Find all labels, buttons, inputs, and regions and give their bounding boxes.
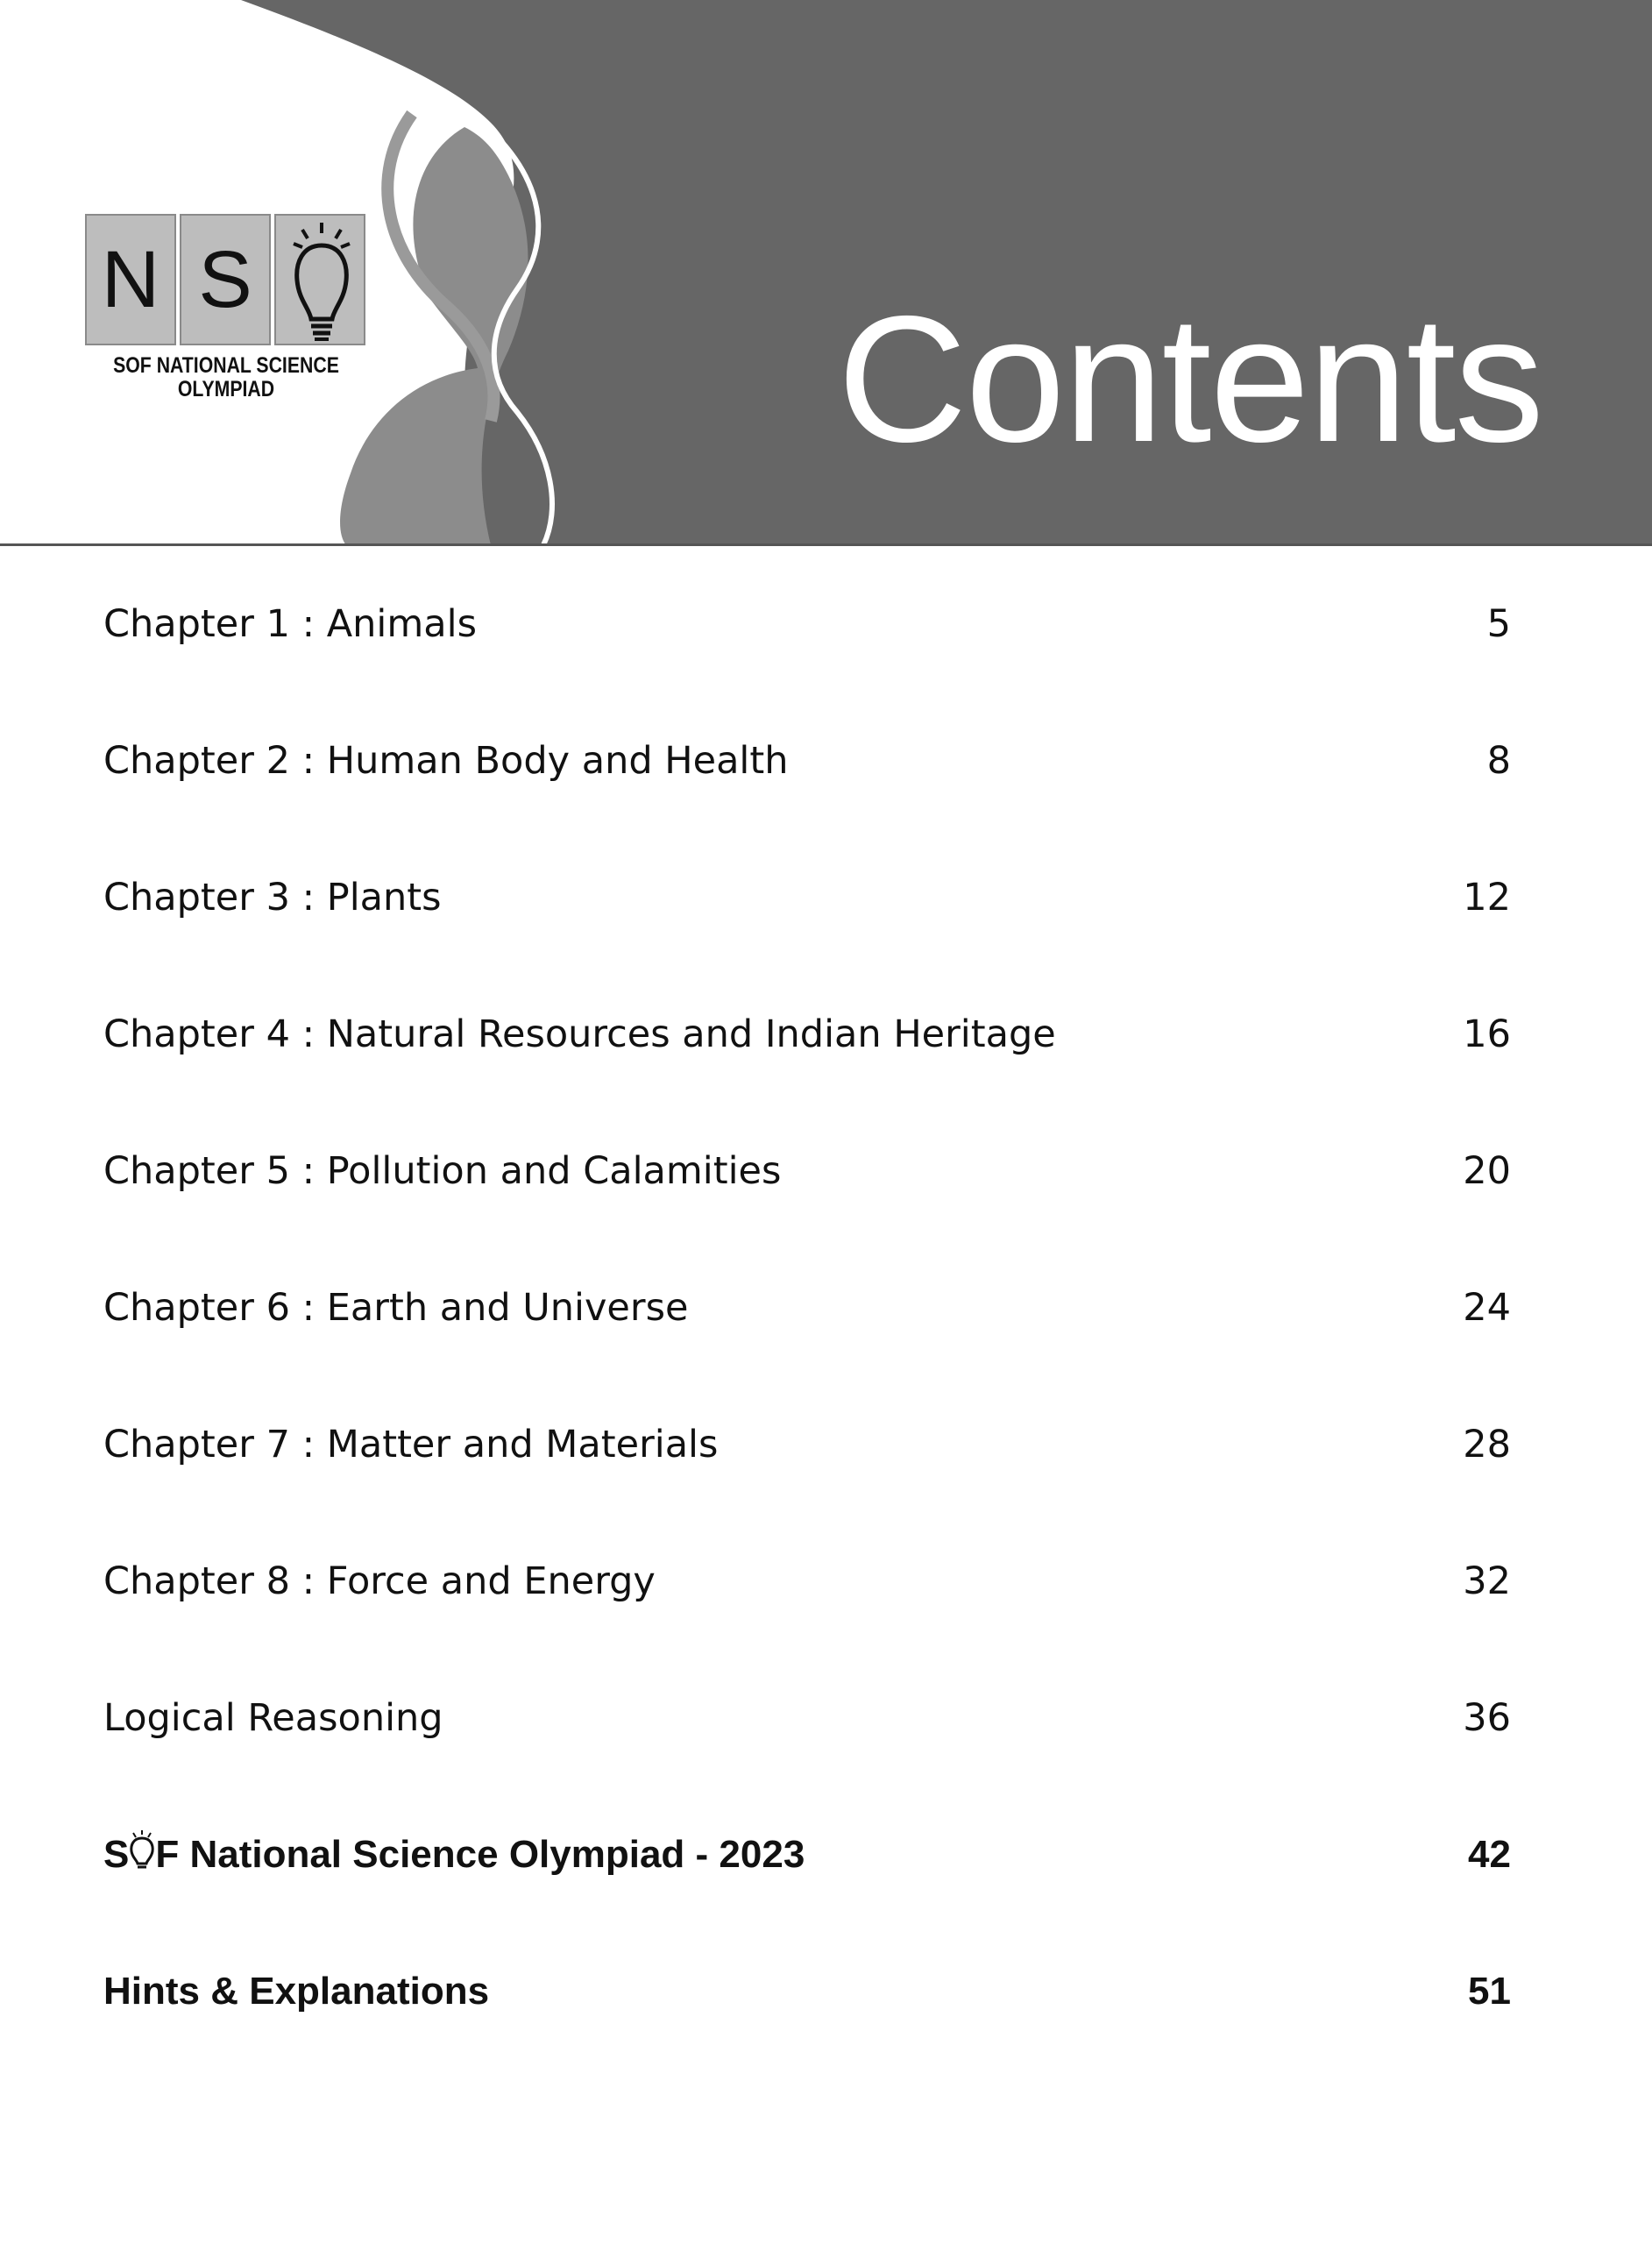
toc-entry-page: 5: [1486, 602, 1511, 646]
toc-entry-label: Logical Reasoning: [103, 1696, 443, 1740]
logo-letter-o: [274, 214, 365, 345]
toc-entry-chapter-4[interactable]: [103, 999, 1511, 1136]
toc-entry-label: Chapter 2 : Human Body and Health: [103, 739, 789, 783]
toc-entry-chapter-6[interactable]: [103, 1273, 1511, 1410]
toc-entry-page: 8: [1486, 739, 1511, 783]
toc-entry-chapter-7[interactable]: [103, 1410, 1511, 1546]
logo-letter-boxes: [85, 214, 367, 345]
toc-entry-logical-reasoning[interactable]: [103, 1683, 1511, 1820]
logo-caption: SOF NATIONAL SCIENCE OLYMPIAD: [113, 353, 339, 401]
bulb-icon: [129, 1836, 155, 1871]
toc-entry-label: Chapter 8 : Force and Energy: [103, 1559, 656, 1603]
nso-logo: [85, 214, 367, 401]
toc-entry-page: 12: [1463, 876, 1511, 920]
toc-entry-label: Chapter 5 : Pollution and Calamities: [103, 1149, 782, 1193]
toc-entry-page: 42: [1468, 1833, 1511, 1876]
toc-entry-chapter-8[interactable]: [103, 1546, 1511, 1683]
toc-entry-label: Hints & Explanations: [103, 1970, 490, 2013]
toc-entry-label: Chapter 1 : Animals: [103, 602, 477, 646]
toc-entry-label: Chapter 7 : Matter and Materials: [103, 1423, 719, 1466]
logo-letter-s: S: [180, 214, 271, 345]
toc-entry-chapter-1[interactable]: [103, 589, 1511, 726]
table-of-contents: [103, 589, 1511, 2093]
toc-entry-chapter-3[interactable]: [103, 863, 1511, 999]
toc-entry-page: 24: [1463, 1286, 1511, 1330]
toc-entry-label: Chapter 3 : Plants: [103, 876, 442, 920]
bulb-icon: [292, 221, 351, 342]
toc-entry-page: 20: [1463, 1149, 1511, 1193]
toc-entry-page: 36: [1463, 1696, 1511, 1740]
toc-entry-page: 28: [1463, 1423, 1511, 1466]
toc-entry-label: Chapter 6 : Earth and Universe: [103, 1286, 689, 1330]
toc-entry-hints-explanations[interactable]: [103, 1956, 1511, 2093]
toc-entry-page: 51: [1468, 1970, 1511, 2013]
toc-entry-olympiad-2023[interactable]: [103, 1820, 1511, 1956]
header-divider: [0, 543, 1652, 546]
toc-entry-chapter-5[interactable]: [103, 1136, 1511, 1273]
toc-entry-label: S F National Science Olympiad - 2023: [103, 1833, 805, 1876]
page-title: Contents: [837, 279, 1542, 479]
toc-entry-label: Chapter 4 : Natural Resources and Indian Heritage: [103, 1012, 1056, 1056]
toc-entry-page: 32: [1463, 1559, 1511, 1603]
toc-entry-chapter-2[interactable]: [103, 726, 1511, 863]
header-banner: [0, 0, 1652, 548]
logo-letter-n: N: [85, 214, 176, 345]
toc-entry-page: 16: [1463, 1012, 1511, 1056]
